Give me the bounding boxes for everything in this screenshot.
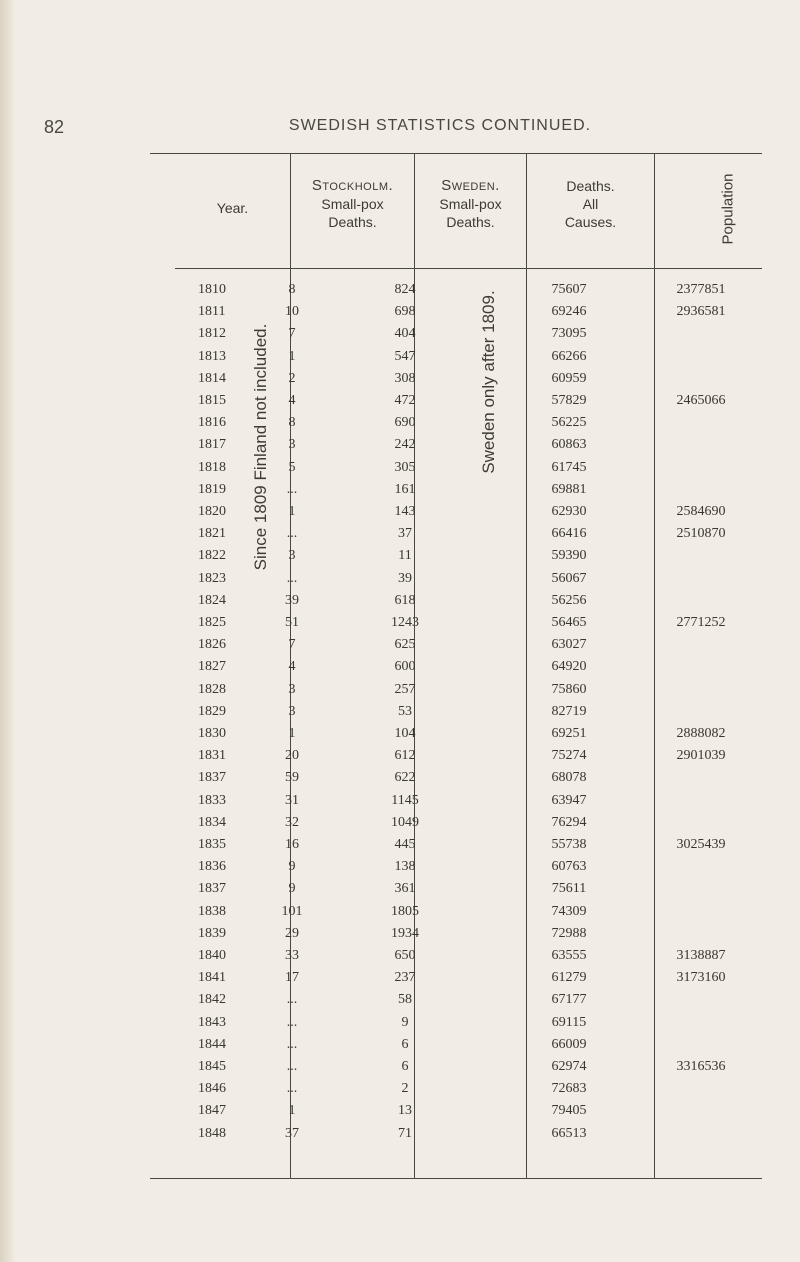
stockholm-cell: 8 (288, 415, 296, 431)
deaths-cell: 75611 (551, 881, 587, 897)
year-cell: 1839 (198, 925, 226, 941)
header-stockholm: Stockholm. Small-pox Deaths. (311, 177, 394, 230)
year-cell: 1821 (198, 526, 226, 542)
stockholm-cell: ... (286, 1014, 298, 1030)
sweden-cell: 547 (394, 348, 416, 364)
stockholm-cell: ... (286, 1059, 298, 1074)
table-row (0, 681, 800, 699)
table-row (0, 792, 800, 810)
sweden-cell: 612 (394, 748, 416, 764)
year-cell: 1825 (198, 615, 226, 630)
stockholm-cell: 32 (285, 814, 299, 830)
stockholm-cell: 3 (288, 437, 296, 453)
population-cell: 3316536 (676, 1059, 726, 1074)
deaths-cell: 55738 (551, 837, 587, 852)
stockholm-cell: ... (286, 992, 298, 1008)
sweden-cell: 39 (398, 570, 412, 586)
year-cell: 1824 (198, 592, 226, 608)
year-cell: 1831 (198, 748, 226, 764)
population-cell: 2936581 (676, 304, 726, 320)
table-row (0, 481, 800, 499)
sweden-cell: 361 (394, 881, 416, 897)
stockholm-cell: 7 (288, 326, 296, 342)
sweden-cell: 698 (394, 304, 416, 320)
sweden-cell: 824 (394, 282, 416, 297)
deaths-cell: 56256 (551, 592, 587, 608)
deaths-cell: 56465 (551, 615, 587, 630)
note-finland: Since 1809 Finland not included. (251, 323, 270, 571)
stockholm-cell: 3 (288, 681, 296, 697)
stockholm-cell: 51 (285, 615, 299, 630)
sweden-cell: 71 (398, 1125, 412, 1141)
year-cell: 1834 (198, 814, 226, 830)
sweden-cell: 404 (394, 326, 416, 342)
year-cell: 1838 (198, 903, 226, 919)
year-cell: 1810 (198, 282, 226, 297)
table-row (0, 858, 800, 876)
table-row (0, 370, 800, 388)
table-bottom-rule (150, 1178, 762, 1179)
year-cell: 1816 (198, 415, 226, 431)
table-row (0, 303, 800, 321)
stockholm-cell: 33 (285, 948, 299, 963)
stockholm-cell: 3 (288, 548, 296, 564)
deaths-cell: 75860 (551, 681, 587, 697)
year-cell: 1814 (198, 370, 226, 386)
table-row (0, 547, 800, 565)
sweden-cell: 690 (394, 415, 416, 431)
sweden-cell: 11 (398, 548, 412, 564)
deaths-cell: 64920 (551, 659, 587, 675)
table-row (0, 903, 800, 921)
year-cell: 1820 (198, 504, 226, 519)
stockholm-cell: 7 (288, 637, 296, 653)
deaths-cell: 62974 (551, 1059, 587, 1074)
table-row (0, 636, 800, 654)
sweden-cell: 242 (394, 437, 416, 453)
header-bottom-rule (175, 268, 762, 269)
sweden-cell: 2 (401, 1081, 409, 1097)
sweden-cell: 445 (394, 837, 416, 852)
year-cell: 1817 (198, 437, 226, 453)
year-cell: 1840 (198, 948, 226, 963)
deaths-cell: 69251 (551, 726, 587, 741)
table-row (0, 814, 800, 832)
sweden-cell: 138 (394, 859, 416, 875)
table-row (0, 991, 800, 1009)
deaths-cell: 79405 (551, 1103, 587, 1119)
sweden-cell: 472 (394, 393, 416, 408)
sweden-cell: 600 (394, 659, 416, 675)
stockholm-cell: 10 (285, 304, 299, 320)
table-row (0, 348, 800, 366)
year-cell: 1819 (198, 481, 226, 497)
deaths-cell: 66416 (551, 526, 587, 542)
deaths-cell: 75274 (551, 748, 587, 764)
stockholm-cell: 29 (285, 925, 299, 941)
sweden-cell: 308 (394, 370, 416, 386)
running-title: SWEDISH STATISTICS CONTINUED. (288, 117, 592, 134)
year-cell: 1835 (198, 837, 226, 852)
sweden-cell: 13 (398, 1103, 412, 1119)
sweden-cell: 58 (398, 992, 412, 1008)
deaths-cell: 62930 (551, 504, 587, 519)
table-row (0, 392, 800, 410)
deaths-cell: 60959 (551, 370, 587, 386)
year-cell: 1812 (198, 326, 226, 342)
stockholm-cell: 5 (288, 459, 296, 475)
table-row (0, 658, 800, 676)
deaths-cell: 72683 (551, 1081, 587, 1097)
sweden-cell: 257 (394, 681, 416, 697)
table-row (0, 570, 800, 588)
sweden-cell: 650 (394, 948, 416, 963)
deaths-cell: 60763 (551, 859, 587, 875)
population-cell: 2771252 (676, 615, 726, 630)
stockholm-cell: 37 (285, 1125, 299, 1141)
year-cell: 1828 (198, 681, 226, 697)
deaths-cell: 75607 (551, 282, 587, 297)
year-cell: 1837 (198, 770, 226, 786)
population-cell: 2510870 (676, 526, 726, 542)
population-cell: 2377851 (676, 282, 726, 297)
header-year: Year. (216, 200, 249, 216)
deaths-cell: 63027 (551, 637, 587, 653)
header-deaths: Deaths. All Causes. (564, 178, 617, 230)
stockholm-cell: 9 (288, 859, 296, 875)
deaths-cell: 68078 (551, 770, 587, 786)
sweden-cell: 1934 (391, 925, 419, 941)
year-cell: 1847 (198, 1103, 226, 1119)
sweden-cell: 622 (394, 770, 416, 786)
deaths-cell: 57829 (551, 393, 587, 408)
stockholm-cell: ... (286, 481, 298, 497)
year-cell: 1842 (198, 992, 226, 1008)
stockholm-cell: 3 (288, 703, 296, 719)
stockholm-cell: 16 (285, 837, 299, 852)
sweden-cell: 1243 (391, 615, 419, 630)
deaths-cell: 67177 (551, 992, 587, 1008)
stockholm-cell: 39 (285, 592, 299, 608)
year-cell: 1811 (198, 304, 226, 320)
population-cell: 2584690 (676, 504, 726, 519)
year-cell: 1843 (198, 1014, 226, 1030)
table-row (0, 1058, 800, 1076)
sweden-cell: 37 (398, 526, 412, 542)
stockholm-cell: 2 (288, 370, 296, 386)
deaths-cell: 76294 (551, 814, 587, 830)
population-cell: 2901039 (676, 748, 726, 764)
year-cell: 1844 (198, 1036, 226, 1052)
stockholm-cell: 17 (285, 970, 299, 986)
table-row (0, 414, 800, 432)
sweden-cell: 625 (394, 637, 416, 653)
sweden-cell: 161 (394, 481, 416, 497)
stockholm-cell: 1 (288, 726, 296, 741)
population-cell: 2465066 (676, 393, 726, 408)
stockholm-cell: 8 (288, 282, 296, 297)
table-row (0, 281, 800, 299)
stockholm-cell: 9 (288, 881, 296, 897)
year-cell: 1813 (198, 348, 226, 364)
deaths-cell: 56225 (551, 415, 587, 431)
deaths-cell: 72988 (551, 925, 587, 941)
stockholm-cell: 20 (285, 748, 299, 764)
stockholm-cell: 59 (285, 770, 299, 786)
year-cell: 1836 (198, 859, 226, 875)
table-row (0, 969, 800, 987)
deaths-cell: 56067 (551, 570, 587, 586)
deaths-cell: 69246 (551, 304, 587, 320)
stockholm-cell: ... (286, 1036, 298, 1052)
year-cell: 1830 (198, 726, 226, 741)
table-row (0, 925, 800, 943)
year-cell: 1823 (198, 570, 226, 586)
deaths-cell: 82719 (551, 703, 587, 719)
stockholm-cell: ... (286, 570, 298, 586)
year-cell: 1848 (198, 1125, 226, 1141)
table-top-rule (150, 153, 762, 154)
year-cell: 1845 (198, 1059, 226, 1074)
year-cell: 1826 (198, 637, 226, 653)
table-row (0, 614, 800, 632)
sweden-cell: 6 (401, 1036, 409, 1052)
deaths-cell: 60863 (551, 437, 587, 453)
deaths-cell: 66009 (551, 1036, 587, 1052)
deaths-cell: 74309 (551, 903, 587, 919)
table-row (0, 769, 800, 787)
sweden-cell: 1145 (391, 792, 419, 808)
sweden-cell: 618 (394, 592, 416, 608)
table-row (0, 725, 800, 743)
deaths-cell: 61279 (551, 970, 587, 986)
year-cell: 1837 (198, 881, 226, 897)
deaths-cell: 59390 (551, 548, 587, 564)
table-row (0, 459, 800, 477)
deaths-cell: 73095 (551, 326, 587, 342)
table-row (0, 880, 800, 898)
stockholm-cell: 4 (288, 393, 296, 408)
year-cell: 1815 (198, 393, 226, 408)
deaths-cell: 63555 (551, 948, 587, 963)
population-cell: 3138887 (676, 948, 726, 963)
stockholm-cell: 1 (288, 348, 296, 364)
population-cell: 3173160 (676, 970, 726, 986)
population-cell: 2888082 (676, 726, 726, 741)
sweden-cell: 1049 (391, 814, 419, 830)
year-cell: 1818 (198, 459, 226, 475)
sweden-cell: 9 (401, 1014, 409, 1030)
table-row (0, 1014, 800, 1032)
population-cell: 3025439 (676, 837, 726, 852)
sweden-cell: 305 (394, 459, 416, 475)
stockholm-cell: 101 (281, 903, 303, 919)
page-number: 82 (44, 117, 65, 137)
deaths-cell: 69881 (551, 481, 587, 497)
year-cell: 1822 (198, 548, 226, 564)
sweden-cell: 237 (394, 970, 416, 986)
stockholm-cell: 1 (288, 1103, 296, 1119)
table-row (0, 503, 800, 521)
table-row (0, 1125, 800, 1143)
sweden-cell: 1805 (391, 903, 419, 919)
deaths-cell: 69115 (551, 1014, 587, 1030)
table-row (0, 1036, 800, 1054)
stockholm-cell: 4 (288, 659, 296, 675)
table-row (0, 703, 800, 721)
sweden-cell: 143 (394, 504, 416, 519)
table-row (0, 592, 800, 610)
table-row (0, 436, 800, 454)
table-row (0, 1080, 800, 1098)
stockholm-cell: ... (286, 1081, 298, 1097)
year-cell: 1829 (198, 703, 226, 719)
year-cell: 1827 (198, 659, 226, 675)
table-row (0, 747, 800, 765)
header-population: Population (719, 173, 737, 244)
table-row (0, 947, 800, 965)
sweden-cell: 6 (401, 1059, 409, 1074)
table-row (0, 325, 800, 343)
stockholm-cell: 1 (288, 504, 296, 519)
table-row (0, 525, 800, 543)
note-sweden-only: Sweden only after 1809. (479, 290, 498, 474)
table-row (0, 1102, 800, 1120)
sweden-cell: 53 (398, 703, 412, 719)
deaths-cell: 66266 (551, 348, 587, 364)
table-row (0, 836, 800, 854)
year-cell: 1841 (198, 970, 226, 986)
header-sweden: Sweden. Small-pox Deaths. (439, 177, 502, 230)
stockholm-cell: ... (286, 526, 298, 542)
stockholm-cell: 31 (285, 792, 299, 808)
deaths-cell: 66513 (551, 1125, 587, 1141)
year-cell: 1833 (198, 792, 226, 808)
deaths-cell: 61745 (551, 459, 587, 475)
sweden-cell: 104 (394, 726, 416, 741)
year-cell: 1846 (198, 1081, 226, 1097)
deaths-cell: 63947 (551, 792, 587, 808)
